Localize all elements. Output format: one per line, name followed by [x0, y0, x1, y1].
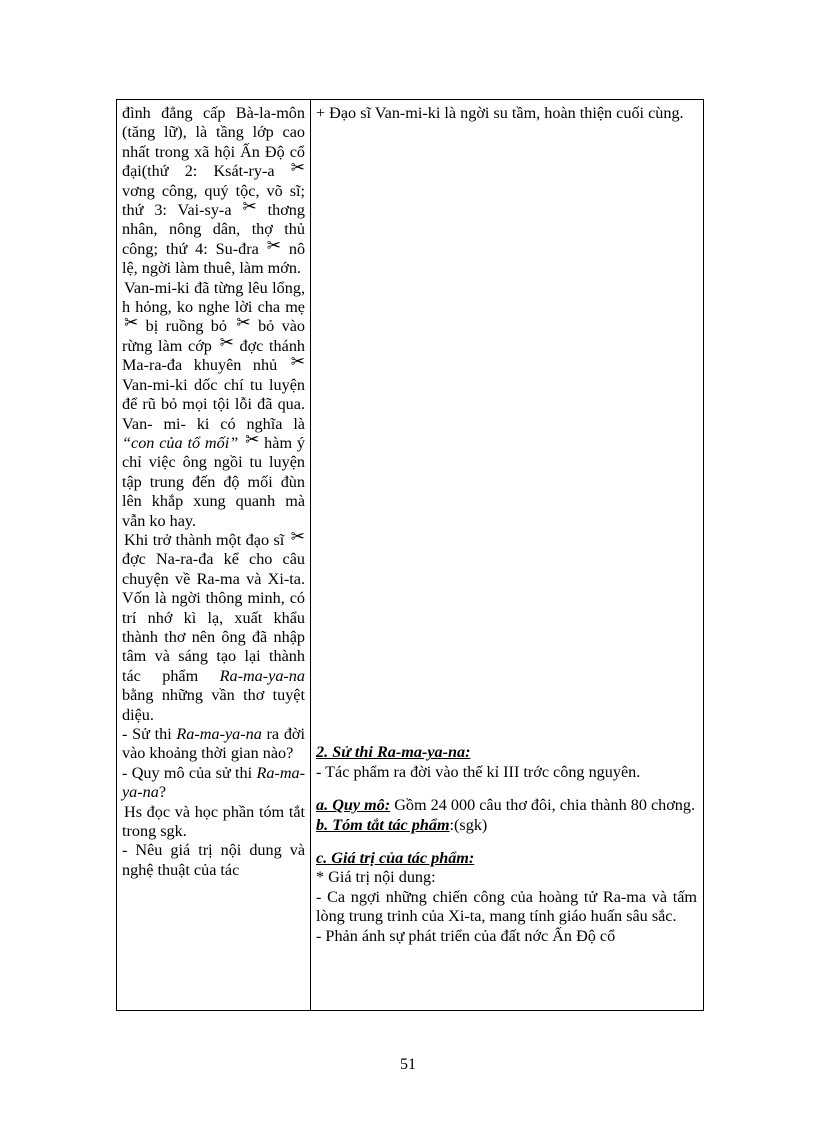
- right-paragraph-reflect: - Phản ánh sự phát triển của đất nớc Ấn Độ cổ: [316, 926, 616, 945]
- right-paragraph-summary: b. Tóm tắt tác phẩm:(sgk): [316, 815, 488, 834]
- left-paragraph-vanmiki: Van-mi-ki đã từng lêu lổng, h hỏng, ko nghe lời cha mẹ ✂ bị ruồng bỏ ✂ bỏ vào rừng làm cớp ✂ đợc thánh Ma-ra-đa khuyên nhủ ✂ Van-mi-ki dốc chí tu luyện để rũ bỏ mọi tội lỗi đã qua. Van- mi- ki có nghĩa là “con của tổ mối” ✂ hàm ý chỉ việc ông ngồi tu luyện tập trung đến độ mối đùn lên khắp xung quanh mà vẫn ko hay.: [122, 278, 306, 530]
- question-value: - Nêu giá trị nội dung và nghệ thuật của tác: [122, 841, 305, 879]
- question-time: - Sử thi Ra-ma-ya-na ra đời vào khoảng thời gian nào?: [122, 725, 305, 763]
- scissors-icon: ✂: [290, 158, 305, 178]
- page-number: 51: [400, 1056, 416, 1073]
- scissors-icon: ✂: [266, 235, 281, 255]
- section-heading-2: 2. Sử thi Ra-ma-ya-na:: [316, 743, 471, 762]
- right-column: [316, 104, 697, 946]
- left-paragraph-dao-si: Khi trở thành một đạo sĩ ✂ đợc Na-ra-đa kể cho câu chuyện về Ra-ma và Xi-ta. Vốn là ngời thông minh, có trí nhớ kì lạ, xuất khẩu thành thơ nên ông đã nhập tâm và sáng tạo lại thành tác phẩm Ra-ma-ya-na bằng những vần thơ tuyệt diệu.: [122, 526, 305, 724]
- question-scale: - Quy mô của sử thi Ra-ma-ya-na?: [122, 763, 305, 802]
- right-paragraph-scale: a. Quy mô: Gồm 24 000 câu thơ đôi, chia thành 80 chơng.: [316, 796, 696, 815]
- left-column: [122, 104, 305, 880]
- column-divider: [310, 100, 311, 1010]
- right-paragraph-praise: - Ca ngợi những chiến công của hoàng tử Ra-ma và tấm lòng trung trinh của Xi-ta, mang tính giáo huấn sâu sắc.: [316, 887, 697, 926]
- scissors-icon: ✂: [242, 197, 257, 217]
- right-paragraph-origin: - Tác phẩm ra đời vào thế kỉ III trớc công nguyên.: [316, 762, 641, 781]
- right-paragraph-author: + Đạo sĩ Van-mi-ki là ngời su tầm, hoàn thiện cuối cùng.: [316, 104, 684, 122]
- scissors-icon: ✂: [290, 352, 305, 372]
- two-column-table: [116, 99, 704, 1011]
- right-paragraph-content-value: * Giá trị nội dung:: [316, 868, 436, 887]
- scissors-icon: ✂: [124, 313, 139, 333]
- left-paragraph-caste: đình đẳng cấp Bà-la-môn (tăng lữ), là tầng lớp cao nhất trong xã hội Ấn Độ cổ đại(thứ 2: Ksát-ry-a ✂ vơng công, quý tộc, võ sĩ; thứ 3: Vai-sy-a ✂ thơng nhân, nông dân, thợ thủ công; thứ 4: Su-đra ✂ nô lệ, ngời làm thuê, làm mớn.: [122, 104, 306, 278]
- blank-space: [316, 123, 697, 743]
- scissors-icon: ✂: [290, 526, 305, 546]
- section-heading-c: c. Giá trị của tác phẩm:: [316, 849, 475, 868]
- instruction-summary: Hs đọc và học phần tóm tắt trong sgk.: [122, 802, 305, 841]
- scissors-icon: ✂: [219, 332, 234, 352]
- scissors-icon: ✂: [245, 429, 260, 449]
- scissors-icon: ✂: [236, 313, 251, 333]
